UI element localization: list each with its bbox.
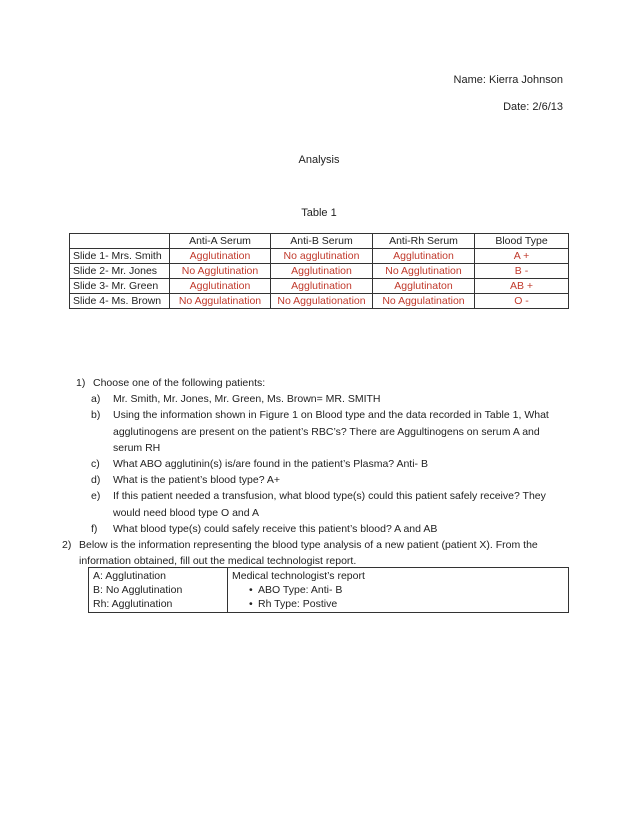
row-label: Slide 1- Mrs. Smith bbox=[70, 249, 170, 264]
header-cell bbox=[70, 234, 170, 249]
sub-letter: c) bbox=[91, 458, 100, 471]
sub-letter: f) bbox=[91, 522, 98, 535]
sub-text: Using the information shown in Figure 1 on Blood type and the data recorded in Table 1, What agglutinogens are present on the patient’s RBC’s? There are Aggultinogens on serum A and serum RH bbox=[113, 409, 549, 454]
question-text: Below is the information representing the blood type analysis of a new patient (patient X). From the information obtained, fill out the medical technologist report. bbox=[79, 539, 538, 568]
table-row bbox=[70, 279, 569, 294]
analysis-heading: Analysis bbox=[298, 154, 340, 166]
sub-question bbox=[76, 472, 570, 488]
report-bullet bbox=[232, 583, 564, 597]
row-label: Slide 2- Mr. Jones bbox=[70, 264, 170, 279]
result-cell: No Agglutination bbox=[170, 264, 271, 279]
question-number: 1) bbox=[76, 377, 86, 389]
result-cell: No Aggulationation bbox=[271, 294, 373, 309]
header-cell: Blood Type bbox=[475, 234, 569, 249]
blood-type-cell: B - bbox=[475, 264, 569, 279]
question-2 bbox=[62, 537, 570, 569]
table-1-caption: Table 1 bbox=[301, 207, 337, 219]
result-cell: Agglutinaton bbox=[373, 279, 475, 294]
report-bullet bbox=[232, 597, 564, 611]
header-cell: Anti-B Serum bbox=[271, 234, 373, 249]
result-cell: Agglutination bbox=[271, 264, 373, 279]
sub-letter: e) bbox=[91, 490, 101, 503]
sub-text: If this patient needed a transfusion, what blood type(s) could this patient safely receive? They would need blood type O and A bbox=[113, 490, 546, 519]
result-cell: No Agglutination bbox=[373, 264, 475, 279]
bullet-icon: • bbox=[249, 598, 253, 610]
result-line: A: Agglutination bbox=[93, 570, 166, 582]
header-cell: Anti-A Serum bbox=[170, 234, 271, 249]
report-title: Medical technologist’s report bbox=[232, 570, 365, 582]
blood-type-cell: A + bbox=[475, 249, 569, 264]
blood-typing-table bbox=[69, 233, 569, 309]
sub-question bbox=[76, 488, 570, 520]
bullet-text: ABO Type: Anti- B bbox=[258, 584, 343, 596]
sub-text: What blood type(s) could safely receive this patient’s blood? A and AB bbox=[113, 522, 438, 535]
sub-letter: b) bbox=[91, 409, 101, 422]
sub-question bbox=[76, 521, 570, 537]
patient-x-results bbox=[89, 568, 228, 613]
technologist-report bbox=[228, 568, 569, 613]
question-text: Choose one of the following patients: bbox=[93, 377, 266, 389]
table-header-row bbox=[70, 234, 569, 249]
table-row bbox=[70, 249, 569, 264]
result-cell: No agglutination bbox=[271, 249, 373, 264]
sub-text: What is the patient’s blood type? A+ bbox=[113, 474, 281, 487]
table-row bbox=[70, 294, 569, 309]
sub-question bbox=[76, 407, 570, 456]
result-line: B: No Agglutination bbox=[93, 584, 183, 596]
report-date: Date: 2/6/13 bbox=[503, 101, 563, 113]
sub-text: Mr. Smith, Mr. Jones, Mr. Green, Ms. Brown= MR. SMITH bbox=[113, 393, 381, 406]
blood-type-cell: AB + bbox=[475, 279, 569, 294]
sub-letter: d) bbox=[91, 474, 101, 487]
student-name: Name: Kierra Johnson bbox=[453, 74, 563, 86]
result-line: Rh: Agglutination bbox=[93, 598, 173, 610]
bullet-text: Rh Type: Postive bbox=[258, 598, 338, 610]
header-cell: Anti-Rh Serum bbox=[373, 234, 475, 249]
result-cell: Agglutination bbox=[170, 279, 271, 294]
row-label: Slide 4- Ms. Brown bbox=[70, 294, 170, 309]
row-label: Slide 3- Mr. Green bbox=[70, 279, 170, 294]
question-number: 2) bbox=[62, 539, 72, 552]
bullet-icon: • bbox=[249, 584, 253, 596]
result-cell: Agglutination bbox=[271, 279, 373, 294]
result-cell: Agglutination bbox=[170, 249, 271, 264]
result-cell: No Aggulatination bbox=[170, 294, 271, 309]
report-row bbox=[89, 568, 569, 613]
question-list bbox=[62, 375, 570, 569]
blood-type-cell: O - bbox=[475, 294, 569, 309]
sub-question bbox=[76, 391, 570, 407]
question-1 bbox=[76, 375, 570, 391]
sub-question bbox=[76, 456, 570, 472]
sub-letter: a) bbox=[91, 393, 101, 406]
result-cell: Agglutination bbox=[373, 249, 475, 264]
sub-text: What ABO agglutinin(s) is/are found in the patient’s Plasma? Anti- B bbox=[113, 458, 428, 471]
table-row bbox=[70, 264, 569, 279]
technologist-report-table bbox=[88, 567, 569, 613]
result-cell: No Aggulatination bbox=[373, 294, 475, 309]
